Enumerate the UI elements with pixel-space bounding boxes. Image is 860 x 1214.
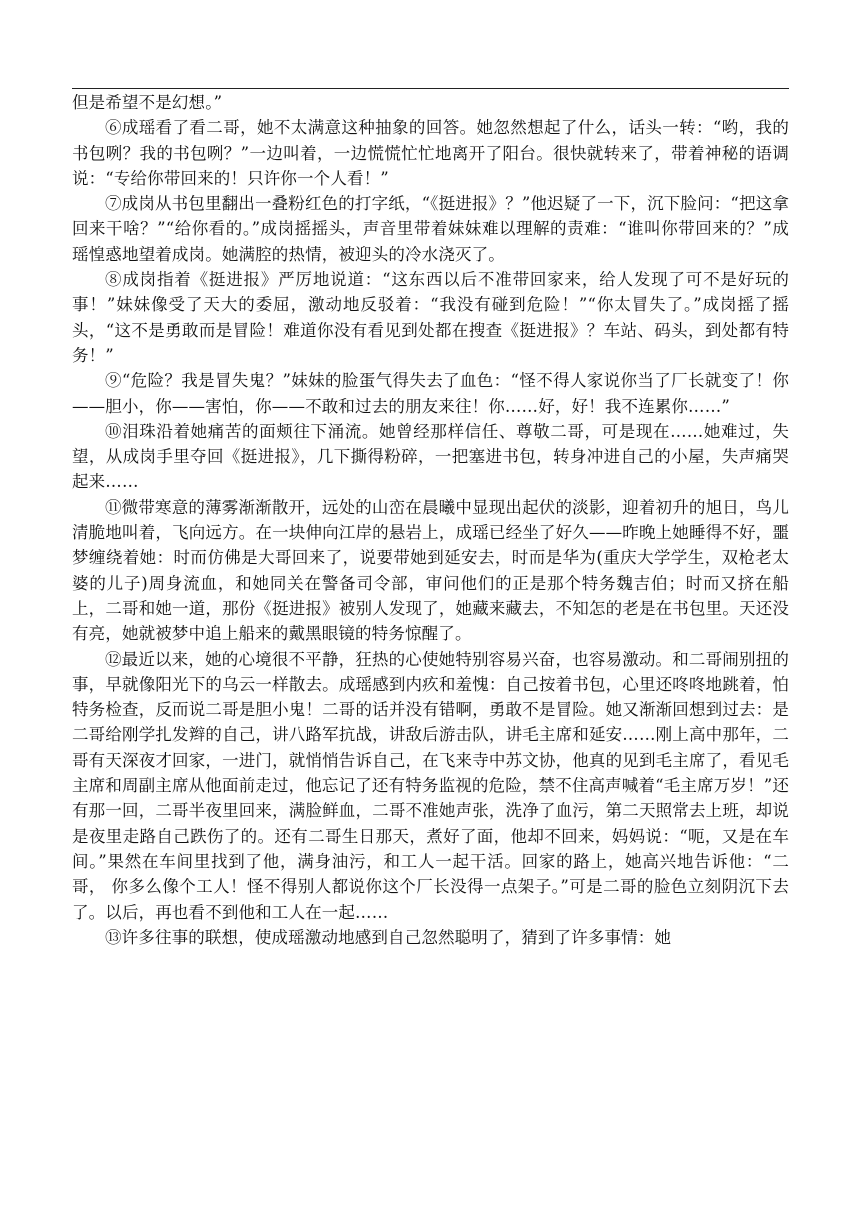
paragraph-13: ⑬许多往事的联想，使成瑶激动地感到自己忽然聪明了，猜到了许多事情：她 — [105, 927, 672, 947]
paragraph-7: ⑦成岗从书包里翻出一叠粉红色的打字纸，“《挺进报》？”他迟疑了一下，沉下脸问：“把这拿回来干啥？”“给你看的。”成岗摇摇头，声音里带着妹妹难以理解的责难：“谁叫你带回来的？”成瑶惶惑地望着成岗。她满腔的热情，被迎头的冷水浇灭了。 — [72, 194, 789, 264]
article-body — [72, 90, 789, 950]
header-rule — [72, 88, 789, 89]
paragraph-12: ⑫最近以来，她的心境很不平静，狂热的心使她特别容易兴奋，也容易激动。和二哥闹别扭的事，早就像阳光下的乌云一样散去。成瑶感到内疚和羞愧：自己按着书包，心里还咚咚地跳着，怕特务检查，反而说二哥是胆小鬼！二哥的话并没有错啊，勇敢不是冒险。她又渐渐回想到过去：是二哥给刚学扎发辫的自己，讲八路军抗战，讲敌后游击队，讲毛主席和延安……刚上高中那年，二哥有天深夜才回家，一进门，就悄悄告诉自己，在飞来寺中苏文协，他真的见到毛主席了，看见毛主席和周副主席从他面前走过，他忘记了还有特务监视的危险，禁不住高声喊着“毛主席万岁！”还有那一回，二哥半夜里回来，满脸鲜血，二哥不准她声张，洗净了血污，第二天照常去上班，却说是夜里走路自己跌伤了的。还有二哥生日那天，煮好了面，他却不回来，妈妈说：“呃，又是在车间。”果然在车间里找到了他，满身油污，和工人一起干活。回家的路上，她高兴地告诉他：“二哥， 你多么像个工人！怪不得别人都说你这个厂长没得一点架子。”可是二哥的脸色立刻阴沉下去了。以后，再也看不到他和工人在一起…… — [72, 649, 789, 922]
paragraph-8: ⑧成岗指着《挺进报》严厉地说道：“这东西以后不准带回家来，给人发现了可不是好玩的事！”妹妹像受了天大的委屈，激动地反驳着：“我没有碰到危险！”“你太冒失了。”成岗摇了摇头，“这不是勇敢而是冒险！难道你没有看见到处都在搜查《挺进报》？车站、码头，到处都有特务！” — [72, 270, 789, 365]
paragraph-11: ⑪微带寒意的薄雾渐渐散开，远处的山峦在晨曦中显现出起伏的淡影，迎着初升的旭日，鸟儿清脆地叫着，飞向远方。在一块伸向江岸的悬岩上，成瑶已经坐了好久——昨晚上她睡得不好，噩梦缠绕着她：时而仿佛是大哥回来了，说要带她到延安去，时而是华为(重庆大学学生，双枪老太婆的儿子)周身流血，和她同关在警备司令部，审问他们的正是那个特务魏吉伯；时而又挤在船上，二哥和她一道，那份《挺进报》被别人发现了，她藏来藏去，不知怎的老是在书包里。天还没有亮，她就被梦中追上船来的戴黑眼镜的特务惊醒了。 — [72, 497, 789, 644]
paragraph-10: ⑩泪珠沿着她痛苦的面颊往下涌流。她曾经那样信任、尊敬二哥，可是现在……她难过，失望，从成岗手里夺回《挺进报》，几下撕得粉碎，一把塞进书包，转身冲进自己的小屋，失声痛哭起来…… — [72, 421, 789, 492]
paragraph-9: ⑨“危险？我是冒失鬼？”妹妹的脸蛋气得失去了血色：“怪不得人家说你当了厂长就变了！你——胆小，你——害怕，你——不敢和过去的朋友来往！你……好，好！我不连累你……” — [72, 371, 789, 416]
paragraph-continuation: 但是希望不是幻想。” — [72, 93, 223, 112]
paragraph-6: ⑥成瑶看了看二哥，她不太满意这种抽象的回答。她忽然想起了什么，话头一转：“哟，我的书包咧？我的书包咧？”一边叫着，一边慌慌忙忙地离开了阳台。很快就转来了，带着神秘的语调说：“专给你带回来的！只许你一个人看！” — [72, 118, 789, 188]
